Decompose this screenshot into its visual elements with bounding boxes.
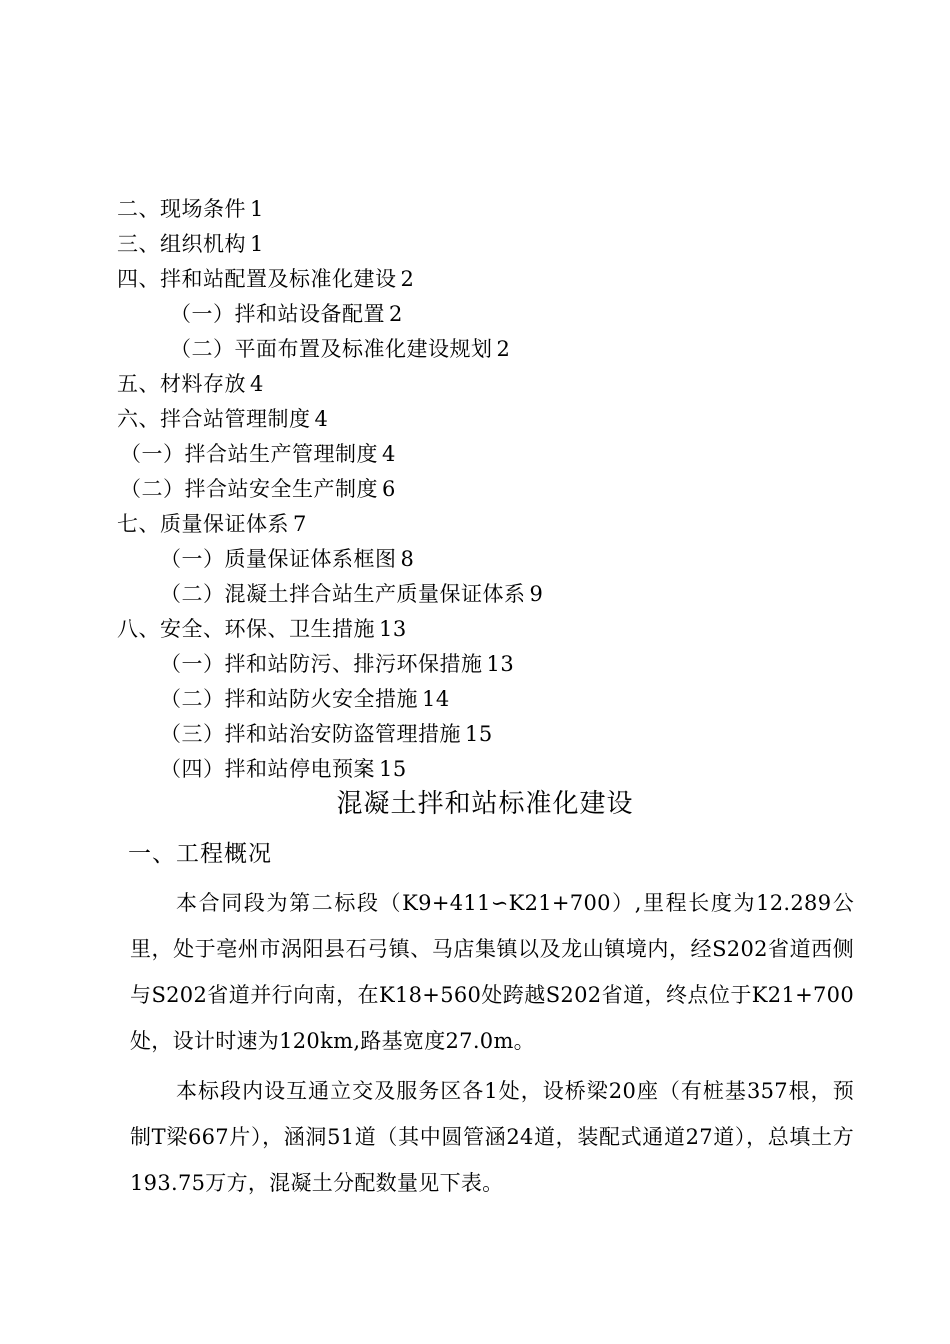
toc-item-label: （三）拌和站治安防盗管理措施	[160, 722, 461, 746]
toc-item-page: 4	[250, 372, 264, 396]
toc-item-page: 15	[465, 722, 493, 746]
toc-item-page: 15	[379, 757, 407, 781]
toc-item-label: （一）拌合站生产管理制度	[120, 442, 378, 466]
toc-item-label: （一）拌和站设备配置	[170, 302, 385, 326]
toc-item[interactable]	[170, 332, 510, 367]
toc-item-label: 六、拌合站管理制度	[117, 407, 311, 431]
body-paragraph: 本合同段为第二标段（K9+411∽K21+700）,里程长度为12.289公里，处于亳州市涡阳县石弓镇、马店集镇以及龙山镇境内，经S202省道西侧与S202省道并行向南，在K18+560处跨越S202省道，终点位于K21+700处，设计时速为120km,路基宽度27.0m。	[130, 891, 854, 1053]
toc-item[interactable]	[117, 612, 407, 647]
toc-item[interactable]	[117, 367, 264, 402]
section-heading: 一、工程概况	[128, 841, 272, 867]
toc-item-label: 五、材料存放	[117, 372, 246, 396]
toc-item-page: 8	[400, 547, 415, 571]
toc-item-page: 14	[422, 687, 450, 711]
toc-item-page: 2	[400, 267, 415, 291]
toc-item-page: 1	[250, 232, 264, 256]
toc-item-page: 4	[314, 407, 329, 431]
toc-item[interactable]	[120, 472, 396, 507]
toc-item-page: 6	[382, 477, 396, 501]
toc-item-page: 1	[250, 197, 264, 221]
toc-item[interactable]	[160, 647, 514, 682]
toc-item[interactable]	[160, 577, 543, 612]
toc-item[interactable]	[117, 227, 264, 262]
document-title: 混凝土拌和站标准化建设	[336, 789, 634, 819]
toc-item-label: （二）混凝土拌合站生产质量保证体系	[160, 582, 526, 606]
toc-item[interactable]	[117, 192, 264, 227]
toc-item-page: 9	[529, 582, 544, 606]
toc-item-label: 七、质量保证体系	[117, 512, 289, 536]
toc-item-label: 二、现场条件	[117, 197, 246, 221]
toc-item-label: （二）平面布置及标准化建设规划	[170, 337, 493, 361]
toc-item-label: 三、组织机构	[117, 232, 246, 256]
toc-item[interactable]	[160, 717, 493, 752]
toc-item-label: （二）拌和站防火安全措施	[160, 687, 418, 711]
toc-item-page: 4	[382, 442, 396, 466]
toc-item-page: 7	[293, 512, 307, 536]
toc-item-label: （四）拌和站停电预案	[160, 757, 375, 781]
toc-item[interactable]	[120, 437, 396, 472]
toc-item-label: 八、安全、环保、卫生措施	[117, 617, 375, 641]
toc-item[interactable]	[160, 682, 450, 717]
toc-item-label: （二）拌合站安全生产制度	[120, 477, 378, 501]
toc-item[interactable]	[160, 752, 407, 787]
toc-item-label: （一）拌和站防污、排污环保措施	[160, 652, 483, 676]
body-paragraph: 本标段内设互通立交及服务区各1处，设桥梁20座（有桩基357根，预制T梁667片），涵洞51道（其中圆管涵24道，装配式通道27道），总填土方193.75万方，混凝土分配数量见下表。	[130, 1079, 854, 1195]
toc-item[interactable]	[117, 507, 307, 542]
toc-item[interactable]	[170, 297, 403, 332]
toc-item[interactable]	[117, 262, 414, 297]
toc-item-page: 2	[389, 302, 403, 326]
toc-item-label: 四、拌和站配置及标准化建设	[117, 267, 397, 291]
toc-item-page: 2	[496, 337, 511, 361]
toc-item[interactable]	[117, 402, 328, 437]
toc-item-label: （一）质量保证体系框图	[160, 547, 397, 571]
toc-item-page: 13	[379, 617, 407, 641]
toc-item-page: 13	[486, 652, 515, 676]
toc-item[interactable]	[160, 542, 414, 577]
